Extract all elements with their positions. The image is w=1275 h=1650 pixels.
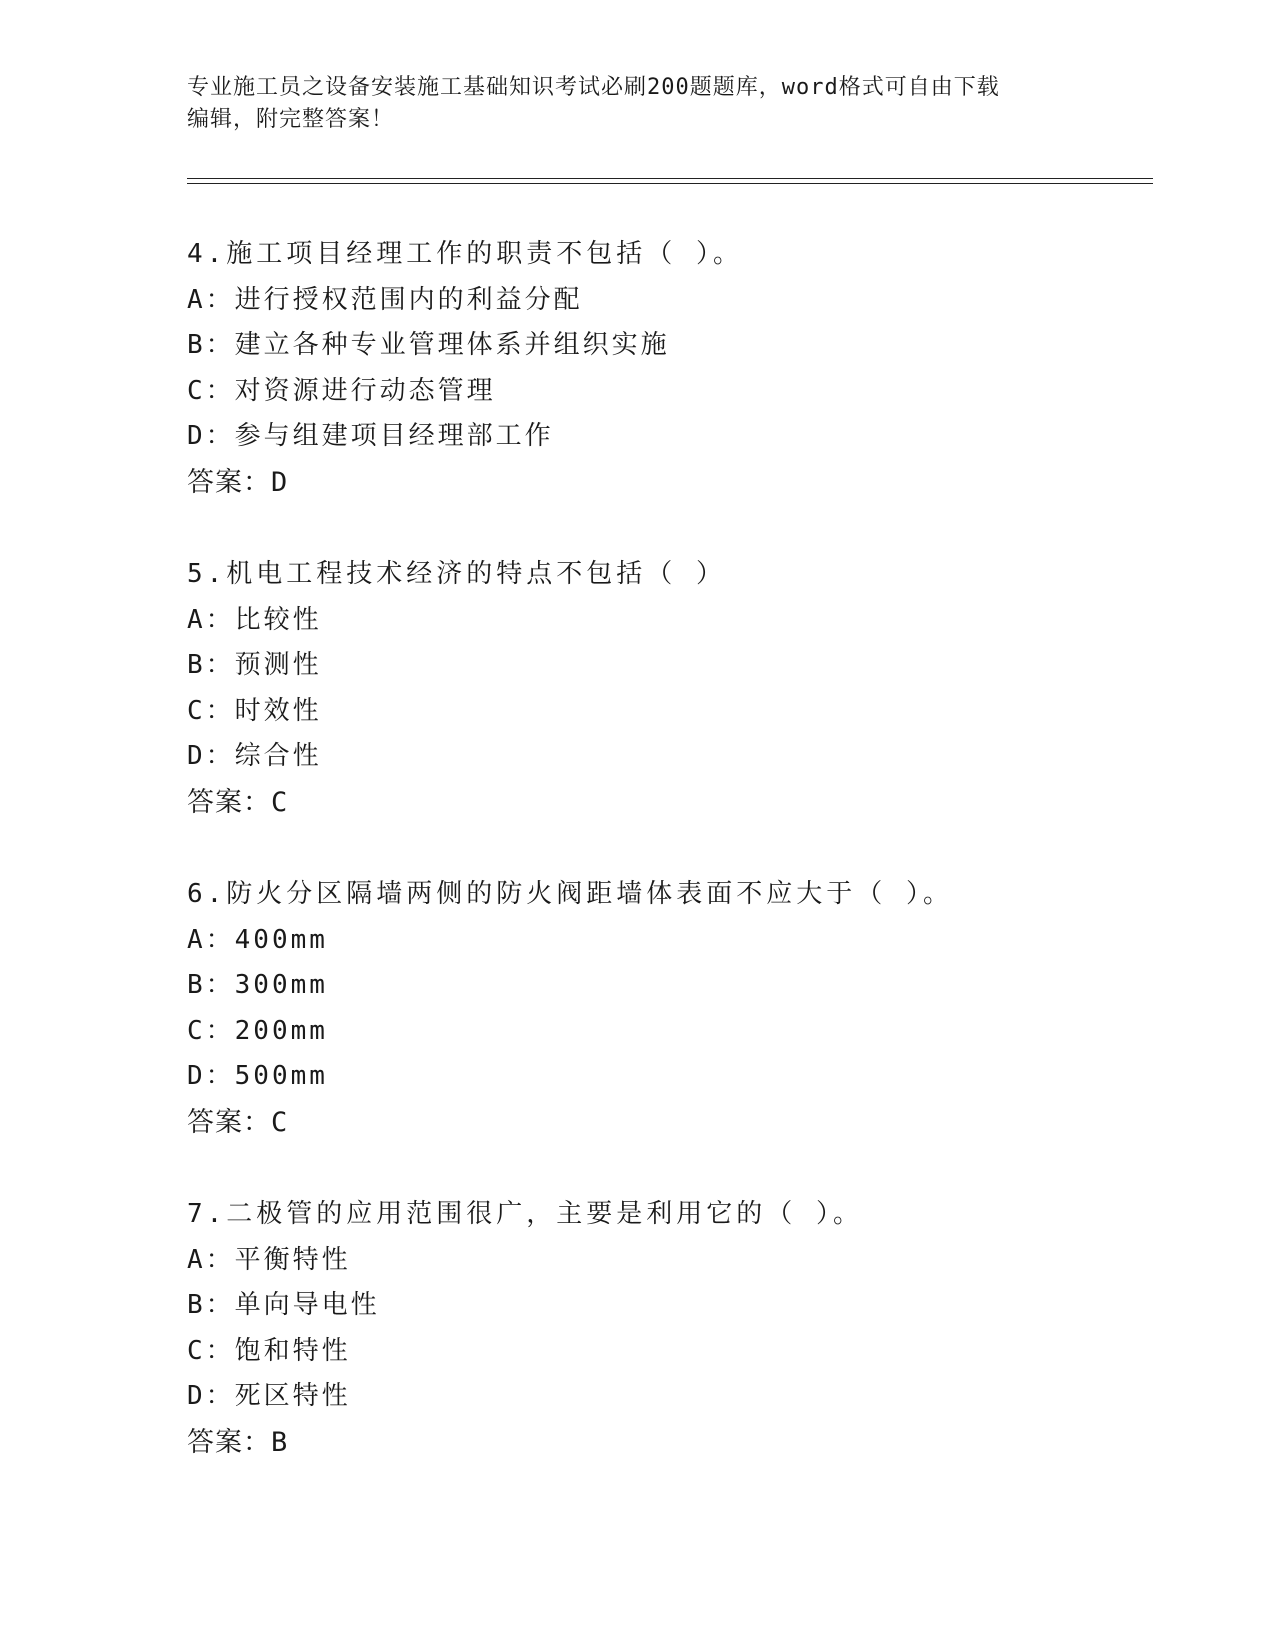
answer-line (187, 460, 1153, 506)
answer-value: C (271, 786, 289, 818)
answer-label: 答案： (187, 1106, 271, 1138)
question-stem: 6.防火分区隔墙两侧的防火阀距墙体表面不应大于（ ）。 (187, 879, 953, 909)
question-list (187, 232, 1153, 1512)
question-6 (187, 872, 1153, 1192)
option-a: A：平衡特性 (187, 1244, 351, 1275)
answer-line (187, 780, 1153, 826)
option-a: A：比较性 (187, 604, 322, 635)
header-divider-bottom (187, 183, 1153, 184)
answer-line (187, 1420, 1153, 1466)
option-d: D：参与组建项目经理部工作 (187, 421, 554, 452)
question-stem: 5.机电工程技术经济的特点不包括（ ） (187, 559, 726, 589)
answer-value: C (271, 1106, 289, 1138)
option-c: C：对资源进行动态管理 (187, 375, 496, 406)
header-divider-top (187, 178, 1153, 179)
question-4 (187, 232, 1153, 552)
question-7 (187, 1192, 1153, 1512)
option-b: B：预测性 (187, 650, 322, 681)
answer-value: B (271, 1426, 289, 1458)
header-line-2: 编辑，附完整答案！ (187, 107, 395, 132)
question-5 (187, 552, 1153, 872)
option-d: D：500mm (187, 1061, 328, 1092)
answer-label: 答案： (187, 1426, 271, 1458)
answer-line (187, 1100, 1153, 1146)
option-a: A：400mm (187, 924, 328, 955)
option-d: D：综合性 (187, 741, 322, 772)
option-a: A：进行授权范围内的利益分配 (187, 284, 583, 315)
option-c: C：200mm (187, 1015, 328, 1046)
option-b: B：建立各种专业管理体系并组织实施 (187, 330, 670, 361)
question-stem: 4.施工项目经理工作的职责不包括（ ）。 (187, 239, 743, 269)
option-c: C：饱和特性 (187, 1335, 351, 1366)
option-b: B：单向导电性 (187, 1290, 380, 1321)
header-line-1: 专业施工员之设备安装施工基础知识考试必刷200题题库，word格式可自由下载 (187, 75, 1000, 100)
question-stem: 7.二极管的应用范围很广，主要是利用它的（ ）。 (187, 1199, 863, 1229)
answer-label: 答案： (187, 786, 271, 818)
option-c: C：时效性 (187, 695, 322, 726)
answer-value: D (271, 466, 289, 498)
option-d: D：死区特性 (187, 1381, 351, 1412)
answer-label: 答案： (187, 466, 271, 498)
document-header (187, 72, 1067, 136)
option-b: B：300mm (187, 970, 328, 1001)
